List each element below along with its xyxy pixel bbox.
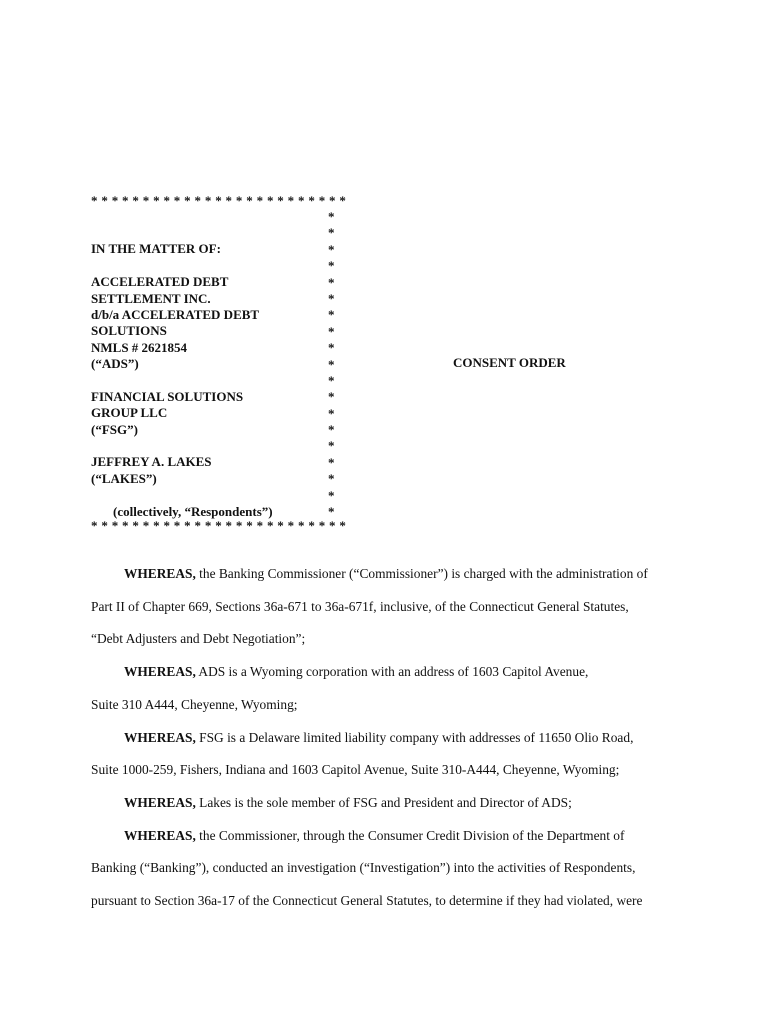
body-line-text: pursuant to Section 36a-17 of the Connecticut General Statutes, to determine if they had violated, were xyxy=(91,893,643,908)
caption-line: SOLUTIONS xyxy=(91,323,167,339)
body-line-text: “Debt Adjusters and Debt Negotiation”; xyxy=(91,631,306,647)
caption-line: (“LAKES”) xyxy=(91,470,157,486)
caption-star: * xyxy=(328,241,335,257)
caption-star: * xyxy=(328,454,335,470)
caption-line xyxy=(91,438,326,454)
body-line xyxy=(124,730,633,746)
body-line xyxy=(91,697,298,713)
caption-top-star-border: * * * * * * * * * * * * * * * * * * * * * * * * * xyxy=(91,193,347,208)
caption-star-column xyxy=(328,209,338,520)
caption-star: * xyxy=(328,209,335,224)
caption-star: * xyxy=(328,225,335,241)
body-line-text: Suite 1000-259, Fishers, Indiana and 1603 Capitol Avenue, Suite 310-A444, Cheyenne, Wyoming; xyxy=(91,762,620,778)
body-line xyxy=(91,631,305,647)
body-line xyxy=(124,828,624,844)
caption-line: GROUP LLC xyxy=(91,405,168,421)
caption-line: NMLS # 2621854 xyxy=(91,339,188,355)
caption-star: * xyxy=(328,274,335,290)
body-line xyxy=(124,664,588,680)
body-line xyxy=(124,795,572,811)
caption-line: (“FSG”) xyxy=(91,421,138,437)
whereas-lead: WHEREAS, xyxy=(124,794,196,810)
caption-star: * xyxy=(328,372,335,388)
caption-star: * xyxy=(328,290,335,306)
whereas-lead: WHEREAS, xyxy=(124,827,196,843)
caption-line: (“ADS”) xyxy=(91,356,139,372)
caption-line xyxy=(91,373,326,389)
body-line xyxy=(91,860,635,876)
caption-line: d/b/a ACCELERATED DEBT xyxy=(91,306,260,322)
body-line-text: Part II of Chapter 669, Sections 36a-671 to 36a-671f, inclusive, of the Connecticut General Statutes, xyxy=(91,598,629,614)
caption-bottom-star-border: * * * * * * * * * * * * * * * * * * * * * * * * * xyxy=(91,518,347,533)
body-line xyxy=(91,599,629,615)
whereas-lead: WHEREAS, xyxy=(124,729,196,745)
caption-line: JEFFREY A. LAKES xyxy=(91,454,212,470)
whereas-lead: WHEREAS, xyxy=(124,566,196,581)
caption-line xyxy=(91,225,326,241)
caption-star: * xyxy=(328,487,335,503)
body-line xyxy=(91,893,642,909)
body-line-text: FSG is a Delaware limited liability company with addresses of 11650 Olio Road, xyxy=(195,729,634,745)
caption-star: * xyxy=(328,307,335,323)
caption-star: * xyxy=(328,405,335,421)
caption-line: FINANCIAL SOLUTIONS xyxy=(91,388,244,404)
document-title: CONSENT ORDER xyxy=(453,355,566,370)
caption-star: * xyxy=(328,323,335,339)
caption-star: * xyxy=(328,356,335,372)
caption-line xyxy=(91,487,326,503)
caption-line: ACCELERATED DEBT xyxy=(91,274,229,290)
body-line-text: ADS is a Wyoming corporation with an address of 1603 Capitol Avenue, xyxy=(195,664,589,680)
body-line-text: the Banking Commissioner (“Commissioner”) is charged with the administration of xyxy=(195,566,648,581)
caption-star: * xyxy=(328,471,335,487)
caption-line: IN THE MATTER OF: xyxy=(91,241,221,257)
caption-star: * xyxy=(328,340,335,356)
body-line-text: Lakes is the sole member of FSG and President and Director of ADS; xyxy=(195,794,572,810)
caption-star: * xyxy=(328,389,335,405)
body-line-text: Banking (“Banking”), conducted an investigation (“Investigation”) into the activities of Respondents, xyxy=(91,860,636,876)
caption-star: * xyxy=(328,258,335,274)
whereas-lead: WHEREAS, xyxy=(124,664,196,680)
body-line-text: the Commissioner, through the Consumer Credit Division of the Department of xyxy=(195,827,625,843)
caption-line xyxy=(91,258,326,274)
caption-line: (collectively, “Respondents”) xyxy=(113,503,273,519)
body-line xyxy=(91,762,619,778)
caption-star: * xyxy=(328,438,335,454)
caption-line: SETTLEMENT INC. xyxy=(91,290,211,306)
caption-party-block xyxy=(91,225,326,536)
body-line xyxy=(124,566,648,582)
caption-star: * xyxy=(328,422,335,438)
caption-star: * xyxy=(328,504,335,520)
body-line-text: Suite 310 A444, Cheyenne, Wyoming; xyxy=(91,696,298,712)
